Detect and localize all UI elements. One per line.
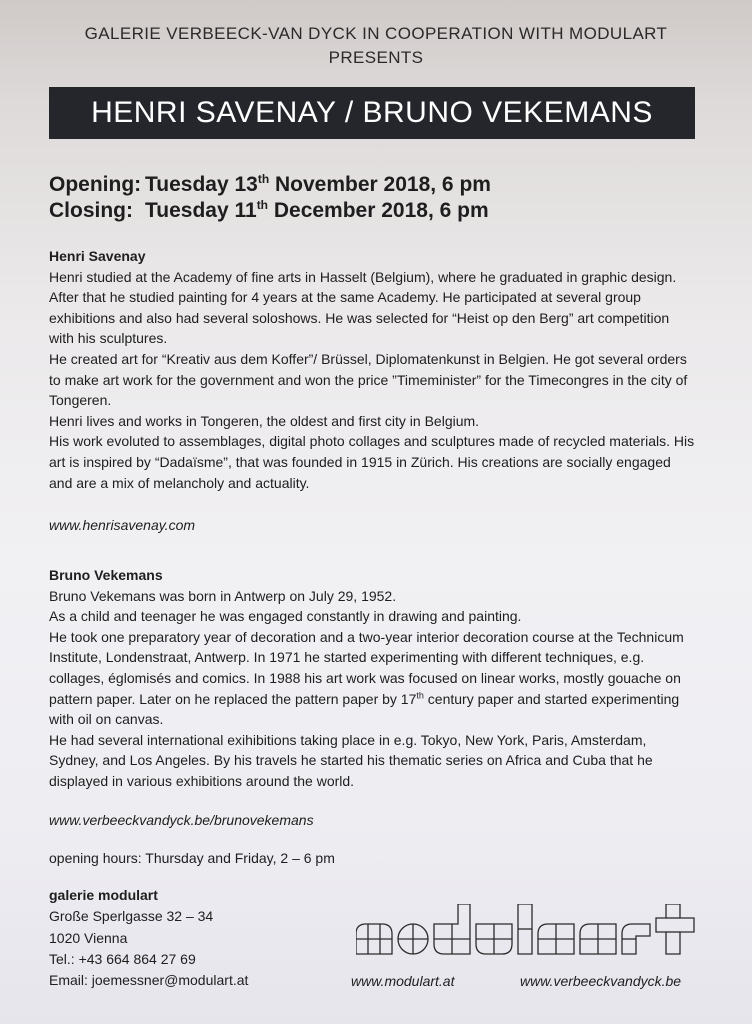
gallery-street: Große Sperlgasse 32 – 34 (49, 908, 214, 925)
savenay-name: Henri Savenay (49, 248, 146, 264)
exhibition-title-banner: HENRI SAVENAY / BRUNO VEKEMANS (49, 87, 695, 139)
verbeeckvandyck-website-link[interactable]: www.verbeeckvandyck.be (520, 973, 682, 989)
presents-heading (0, 22, 752, 70)
savenay-paragraph: His work evoluted to assemblages, digital photo collages and sculptures made of recycled materials. His art is inspired by “Dadaïsme”, that was founded in 1915 in Zürich. His creations are socially engaged and are a mix of melancholy and actuality. (49, 433, 695, 491)
savenay-bio (49, 246, 697, 493)
vekemans-paragraph: He took one preparatory year of decoration and a two-year interior decoration course at the Technicum Institute, Londenstraat, Antwerp. In 1971 he started experimenting with different techniques, e.g. collages, églomisés and comics. In 1988 his art work was focused on linear works, mostly gouache on pattern paper. Later on he replaced the pattern paper by 17th century paper and started experimenting with oil on canvas. (49, 628, 684, 728)
opening-hours: opening hours: Thursday and Friday, 2 – 6 pm (49, 850, 335, 866)
presents-line-2: PRESENTS (328, 48, 424, 67)
gallery-name: galerie modulart (49, 887, 158, 903)
gallery-contact (49, 885, 248, 991)
gallery-city: 1020 Vienna (49, 929, 128, 946)
vekemans-website-link[interactable]: www.verbeeckvandyck.be/brunovekemans (49, 812, 314, 828)
gallery-email: Email: joemessner@modulart.at (49, 972, 249, 989)
gallery-phone: Tel.: +43 664 864 27 69 (49, 950, 196, 967)
vekemans-paragraph: He had several international exihibitions taking place in e.g. Tokyo, New York, Paris, Amsterdam, Sydney, and Los Angeles. By his travels he started his thematic series on Africa and Cuba that he displayed in various exhibitions around the world. (49, 731, 653, 789)
vekemans-name: Bruno Vekemans (49, 567, 163, 583)
savenay-paragraph: He created art for “Kreativ aus dem Koffer”/ Brüssel, Diplomatenkunst in Belgien. He got several orders to make art work for the government and won the price ”Timeminister” for the Timecongres in the city of Tongeren. (49, 350, 688, 409)
savenay-paragraph: Henri studied at the Academy of fine arts in Hasselt (Belgium), where he graduated in graphic design. After that he studied painting for 4 years at the same Academy. He participated at several group exhibitions and also had several soloshows. He was selected for “Heist op den Berg” art competition with his sculptures. (49, 268, 677, 347)
vekemans-paragraph: As a child and teenager he was engaged constantly in drawing and painting. (49, 608, 522, 625)
closing-date: Closing: Tuesday 11th December 2018, 6 pm (49, 198, 489, 222)
presents-line-1: GALERIE VERBEECK-VAN DYCK IN COOPERATION WITH MODULART (84, 24, 668, 43)
exhibition-dates (49, 172, 491, 224)
vekemans-bio (49, 565, 697, 792)
savenay-paragraph: Henri lives and works in Tongeren, the oldest and first city in Belgium. (49, 412, 480, 429)
savenay-website-link[interactable]: www.henrisavenay.com (49, 517, 196, 533)
modulart-website-link[interactable]: www.modulart.at (351, 973, 455, 989)
opening-date: Opening: Tuesday 13th November 2018, 6 pm (49, 172, 491, 196)
modulart-logo (356, 904, 696, 956)
vekemans-paragraph: Bruno Vekemans was born in Antwerp on July 29, 1952. (49, 587, 397, 604)
